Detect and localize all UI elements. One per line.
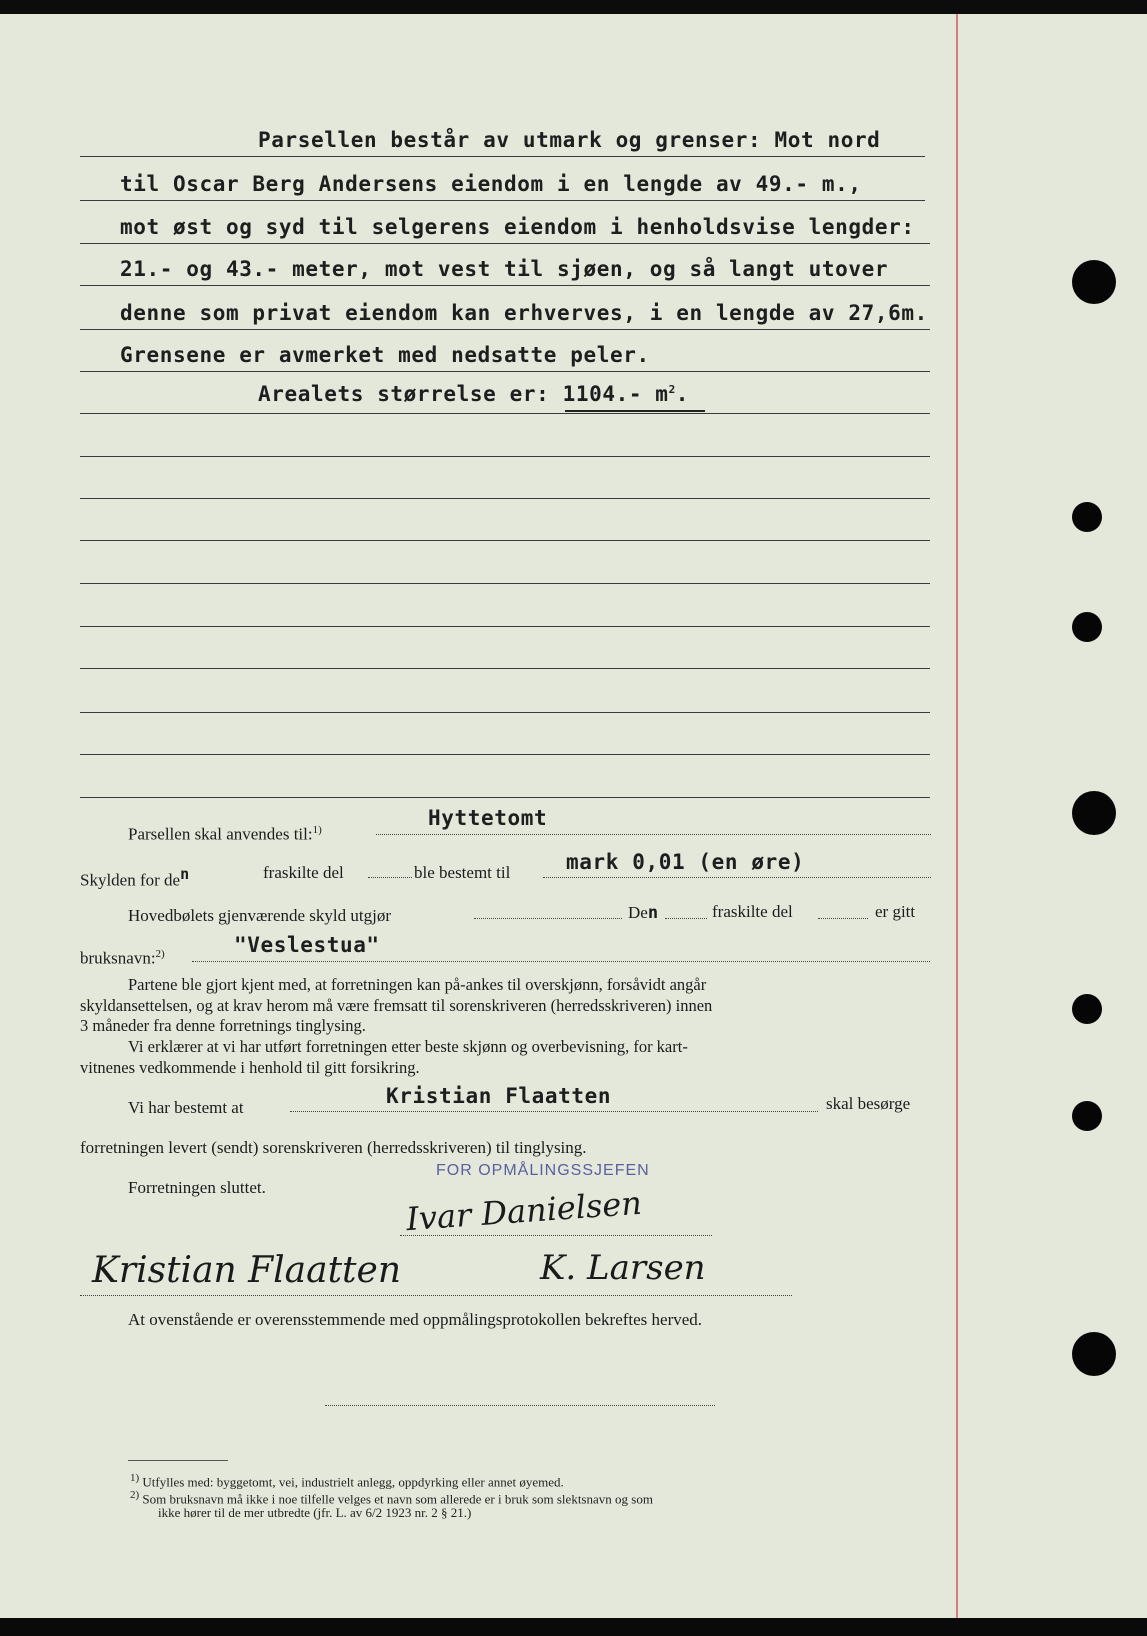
ruled-line	[80, 498, 930, 499]
usage-field	[376, 833, 931, 835]
bestemt-label: Vi har bestemt at	[128, 1098, 244, 1117]
ruled-line	[80, 754, 930, 755]
bruks-field	[192, 960, 930, 962]
ruled-line	[80, 712, 930, 713]
signature-right: K. Larsen	[540, 1248, 706, 1288]
skyld-value-field	[543, 876, 931, 878]
skyld-part-field	[368, 876, 412, 878]
footnote-rule	[128, 1460, 228, 1461]
ruled-line	[80, 626, 930, 627]
stamp-text: FOR OPMÅLINGSSJEFEN	[436, 1162, 650, 1179]
punch-hole	[1072, 1332, 1116, 1376]
footnote-2-cont: ikke hører til de mer utbredte (jfr. L. av 6/2 1923 nr. 2 § 21.)	[158, 1505, 472, 1520]
witness-sign-line	[80, 1294, 792, 1296]
hoved-part-field-2	[818, 917, 868, 919]
scan-border-top	[0, 0, 1147, 14]
typed-line-4: 21.- og 43.- meter, mot vest til sjøen, og så langt utover	[120, 257, 889, 281]
ruled-line	[80, 540, 930, 541]
punch-hole	[1072, 502, 1102, 532]
skyld-label-c: ble bestemt til	[414, 863, 511, 882]
hoved-part-field	[665, 917, 707, 919]
area-value: 1104.- $m^2$.	[562, 382, 690, 406]
signature-official: Ivar Danielsen	[404, 1183, 644, 1239]
footnote-2: $^{2)}$ Som bruksnavn må ikke i noe tilfelle velges et navn som allerede er i bruk som slektsnavn og som	[130, 1489, 653, 1507]
ruled-line	[80, 456, 930, 457]
punch-hole	[1072, 260, 1116, 304]
official-sign-line	[400, 1234, 712, 1236]
ruled-line	[80, 156, 925, 157]
ruled-line	[80, 413, 930, 414]
confirm-line: At ovenstående er overensstemmende med oppmålingsprotokollen bekreftes herved.	[128, 1310, 703, 1329]
hoved-label-d: er gitt	[875, 902, 916, 921]
ruled-line	[80, 371, 930, 372]
para1-line-1: Partene ble gjort kjent med, at forretningen kan på-ankes til overskjønn, forsåvidt angår	[128, 975, 707, 994]
hoved-label-c: fraskilte del	[712, 902, 793, 921]
scan-border-bottom	[0, 1618, 1147, 1636]
bestemt-value: Kristian Flaatten	[386, 1084, 612, 1108]
skyld-label-b: fraskilte del	[263, 863, 344, 882]
para2-line-2: vitnenes vedkommende i henhold til gitt forsikring.	[80, 1058, 420, 1077]
typed-line-1: Parsellen består av utmark og grenser: Mot nord	[258, 128, 881, 152]
ruled-line	[80, 200, 925, 201]
levert-line: forretningen levert (sendt) sorenskriveren (herredsskriveren) til tinglysing.	[80, 1138, 587, 1157]
typed-line-3: mot øst og syd til selgerens eiendom i henholdsvise lengder:	[120, 215, 915, 239]
para1-line-3: 3 måneder fra denne forretnings tinglysing.	[80, 1016, 366, 1035]
punch-hole	[1072, 612, 1102, 642]
hoved-label-b: Den	[628, 903, 659, 923]
ruled-line	[80, 285, 930, 286]
area-line	[258, 382, 689, 406]
footnote-1: $^{1)}$ Utfylles med: byggetomt, vei, industrielt anlegg, oppdyrking eller annet øyemed.	[130, 1472, 564, 1490]
usage-value: Hyttetomt	[428, 806, 548, 830]
skyld-value: mark 0,01 (en øre)	[566, 850, 805, 874]
area-label: Arealets størrelse er:	[258, 382, 550, 406]
skyld-label-n: n	[180, 865, 190, 883]
ruled-line	[80, 329, 930, 330]
bruks-label: bruksnavn:$^{2)}$	[80, 948, 165, 968]
hoved-field	[474, 917, 622, 919]
margin-line	[956, 14, 958, 1618]
punch-hole	[1072, 791, 1116, 835]
punch-hole	[1072, 1101, 1102, 1131]
bestemt-field	[290, 1110, 818, 1112]
hoved-label-n: n	[647, 903, 659, 923]
ruled-line	[80, 243, 930, 244]
bruks-value: "Veslestua"	[234, 933, 380, 957]
usage-label: Parsellen skal anvendes til:$^{1)}$	[128, 824, 322, 844]
para2-line-1: Vi erklærer at vi har utført forretningen etter beste skjønn og overbevisning, for kart-	[128, 1037, 688, 1056]
ruled-line	[80, 583, 930, 584]
typed-line-5: denne som privat eiendom kan erhverves, i en lengde av 27,6m.	[120, 301, 928, 325]
ruled-line	[80, 668, 930, 669]
bestemt-end: skal besørge	[826, 1094, 911, 1113]
hoved-label-a: Hovedbølets gjenværende skyld utgjør	[128, 906, 391, 925]
typed-line-2: til Oscar Berg Andersens eiendom i en lengde av 49.- m.,	[120, 172, 862, 196]
confirm-sign-line	[325, 1404, 715, 1406]
skyld-label-a: Skylden for $de^n$	[80, 865, 190, 890]
signature-left: Kristian Flaatten	[92, 1250, 402, 1291]
punch-hole	[1072, 994, 1102, 1024]
area-underline	[565, 410, 705, 412]
typed-line-6: Grensene er avmerket med nedsatte peler.	[120, 343, 650, 367]
sluttet-label: Forretningen sluttet.	[128, 1178, 266, 1197]
para1-line-2: skyldansettelsen, og at krav herom må være fremsatt til sorenskriveren (herredsskriveren) innen	[80, 996, 713, 1015]
ruled-line	[80, 797, 930, 798]
